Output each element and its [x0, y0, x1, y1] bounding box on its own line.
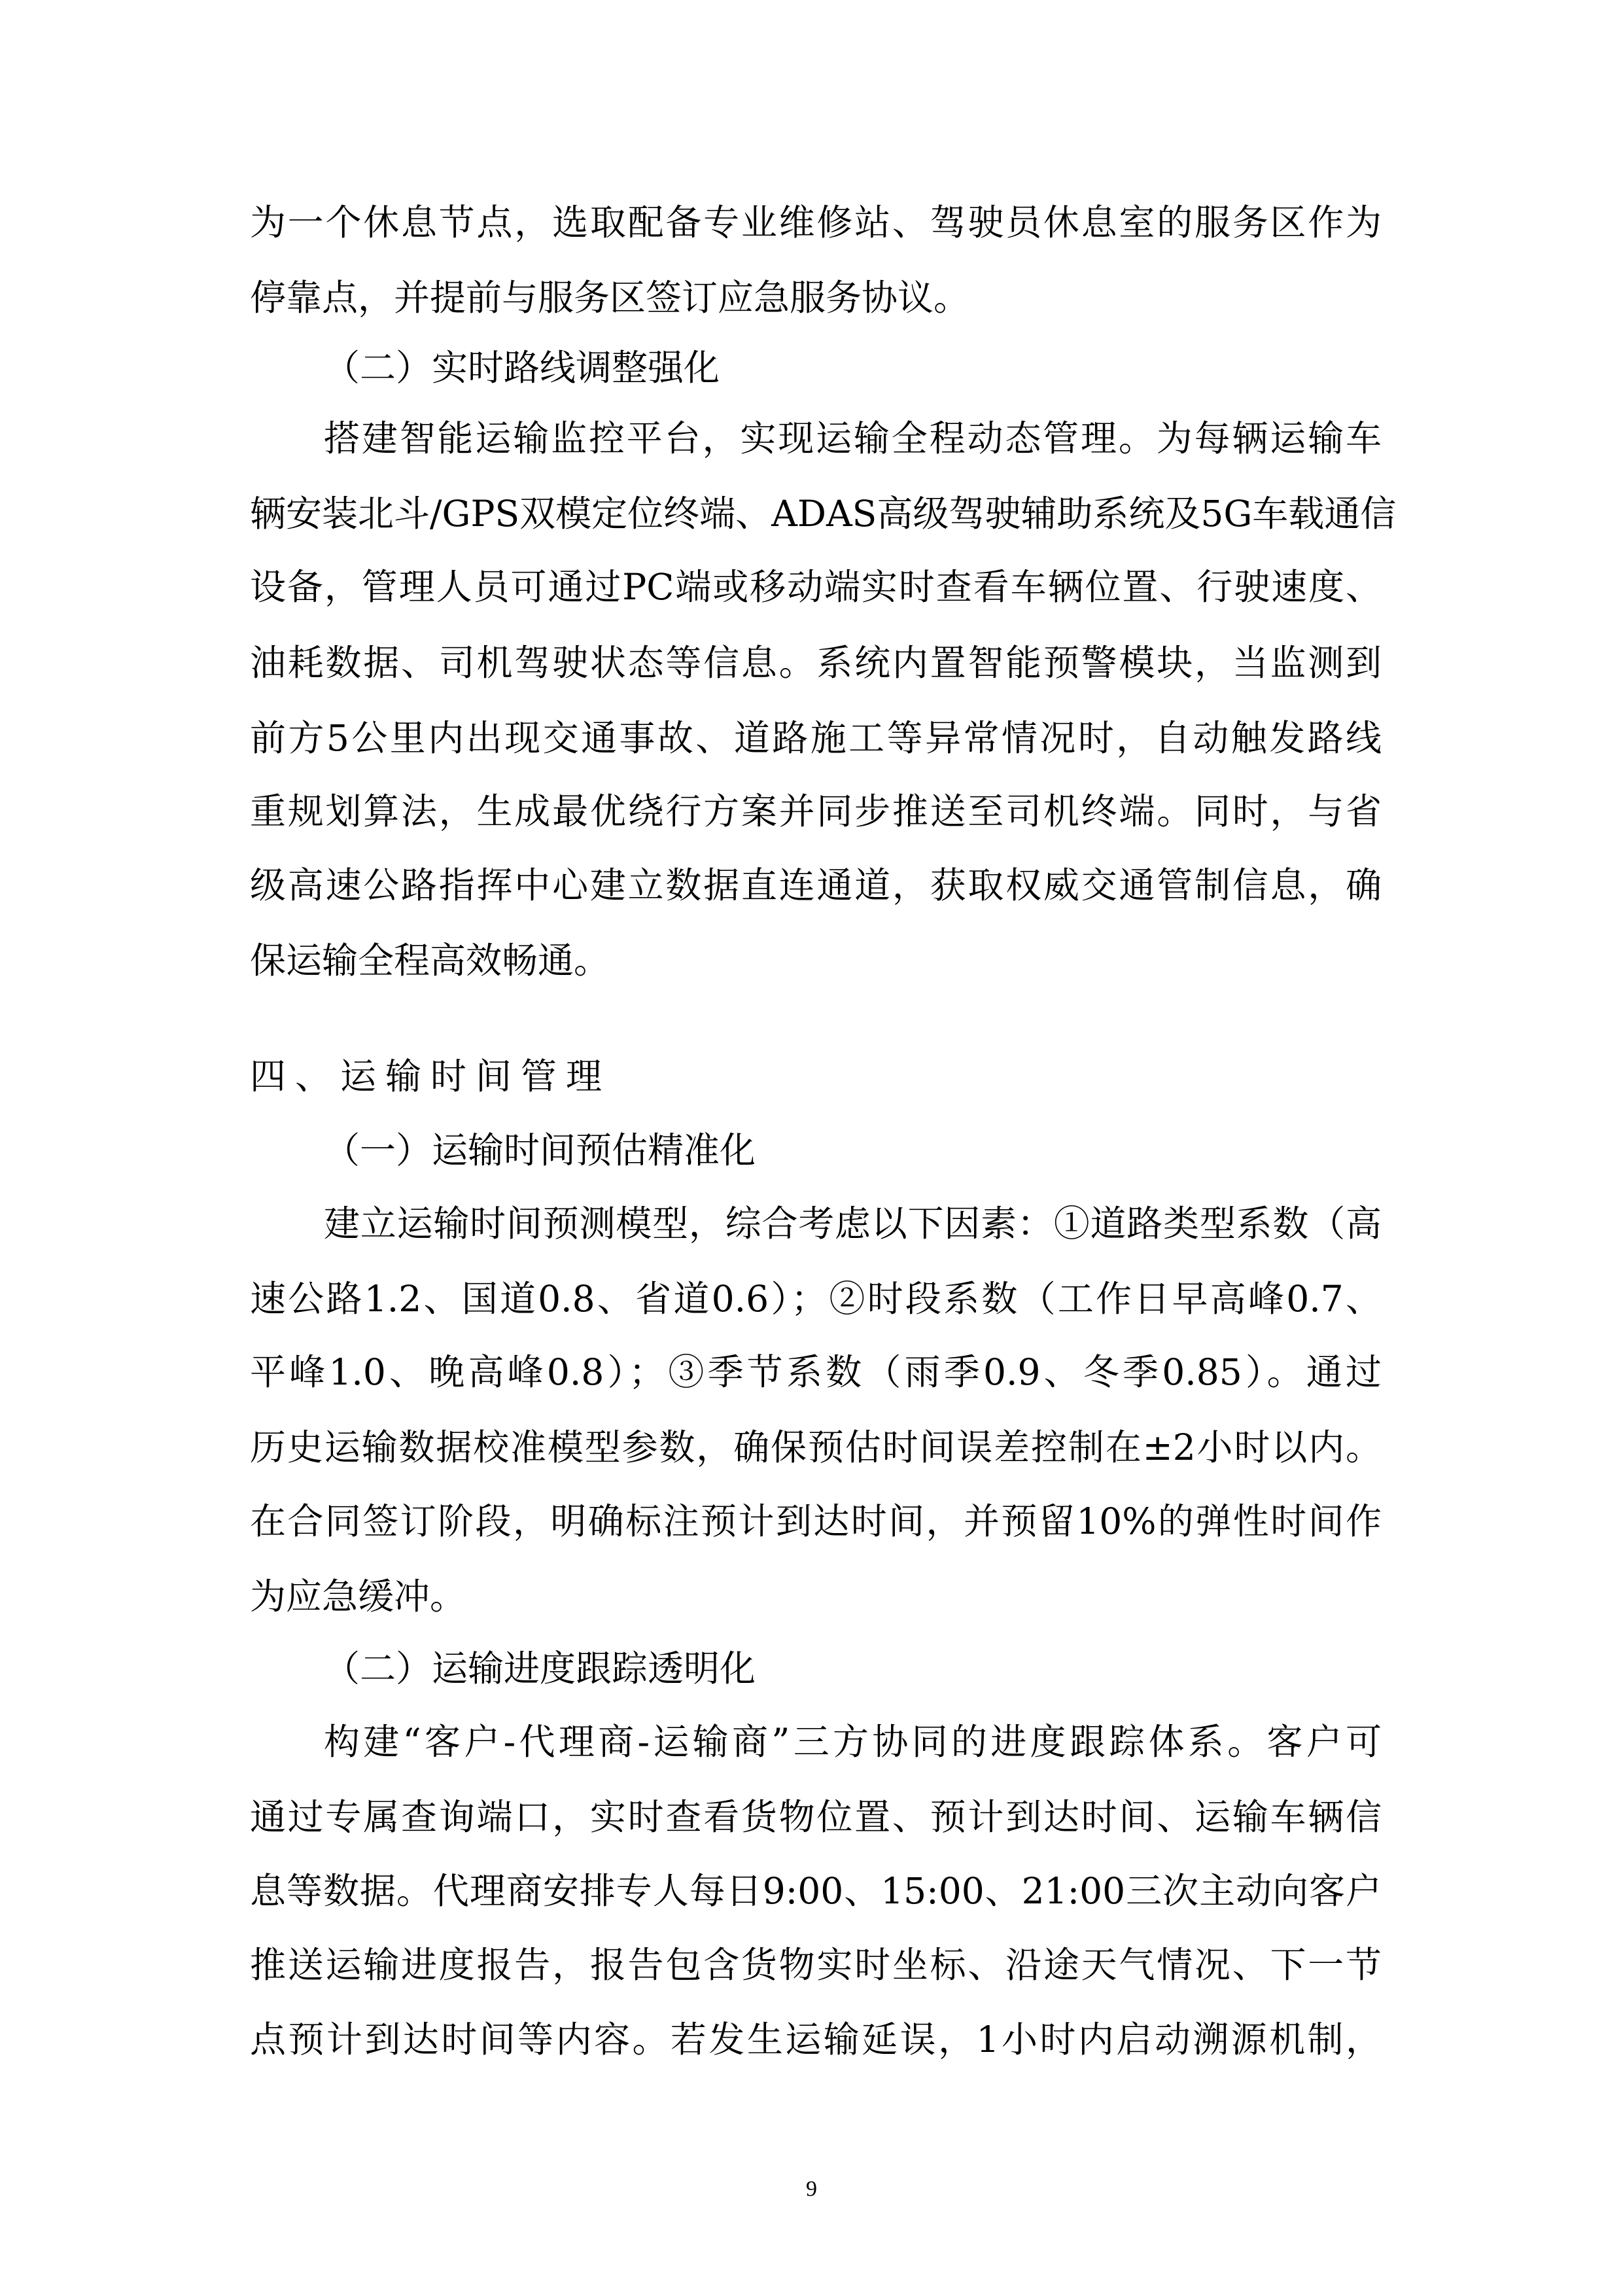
body-text-line: 为应急缓冲。 — [250, 1576, 466, 1617]
subsection-heading: （二）实时路线调整强化 — [324, 347, 720, 389]
body-text-line: 油耗数据、司机驾驶状态等信息。系统内置智能预警模块，当监测到 — [250, 642, 1382, 684]
body-text-line: 构建“客户-代理商-运输商”三方协同的进度跟踪体系。客户可 — [324, 1721, 1382, 1763]
body-text-line: 停靠点，并提前与服务区签订应急服务协议。 — [250, 277, 970, 319]
body-text-line: 平峰1.0、晚高峰0.8）；③季节系数（雨季0.9、冬季0.85）。通过 — [250, 1351, 1382, 1393]
subsection-heading: （一）运输时间预估精准化 — [324, 1129, 756, 1171]
body-text-line: 辆安装北斗/GPS双模定位终端、ADAS高级驾驶辅助系统及5G车载通信 — [250, 493, 1397, 535]
body-text-line: 息等数据。代理商安排专人每日9:00、15:00、21:00三次主动向客户 — [250, 1870, 1382, 1912]
body-text-line: 级高速公路指挥中心建立数据直连通道，获取权威交通管制信息，确 — [250, 864, 1382, 906]
body-text-line: 建立运输时间预测模型，综合考虑以下因素：①道路类型系数（高 — [324, 1203, 1382, 1245]
body-text-line: 保运输全程高效畅通。 — [250, 940, 610, 981]
body-text-line: 搭建智能运输监控平台，实现运输全程动态管理。为每辆运输车 — [324, 417, 1382, 459]
body-text-line: 通过专属查询端口，实时查看货物位置、预计到达时间、运输车辆信 — [250, 1796, 1382, 1838]
body-text-line: 设备，管理人员可通过PC端或移动端实时查看车辆位置、行驶速度、 — [250, 566, 1382, 608]
page-number: 9 — [806, 2177, 817, 2201]
body-text-line: 推送运输进度报告，报告包含货物实时坐标、沿途天气情况、下一节 — [250, 1944, 1382, 1986]
body-text-line: 速公路1.2、国道0.8、省道0.6）；②时段系数（工作日早高峰0.7、 — [250, 1278, 1382, 1320]
body-text-line: 在合同签订阶段，明确标注预计到达时间，并预留10%的弹性时间作 — [250, 1500, 1382, 1542]
body-text-line: 前方5公里内出现交通事故、道路施工等异常情况时，自动触发路线 — [250, 717, 1382, 759]
body-text-line: 历史运输数据校准模型参数，确保预估时间误差控制在±2小时以内。 — [250, 1426, 1382, 1468]
body-text-line: 点预计到达时间等内容。若发生运输延误，1小时内启动溯源机制， — [250, 2019, 1382, 2060]
body-text-line: 为一个休息节点，选取配备专业维修站、驾驶员休息室的服务区作为 — [250, 202, 1382, 243]
body-text-line: 重规划算法，生成最优绕行方案并同步推送至司机终端。同时，与省 — [250, 790, 1382, 832]
section-heading: 四、运输时间管理 — [250, 1055, 612, 1097]
subsection-heading: （二）运输进度跟踪透明化 — [324, 1648, 756, 1689]
